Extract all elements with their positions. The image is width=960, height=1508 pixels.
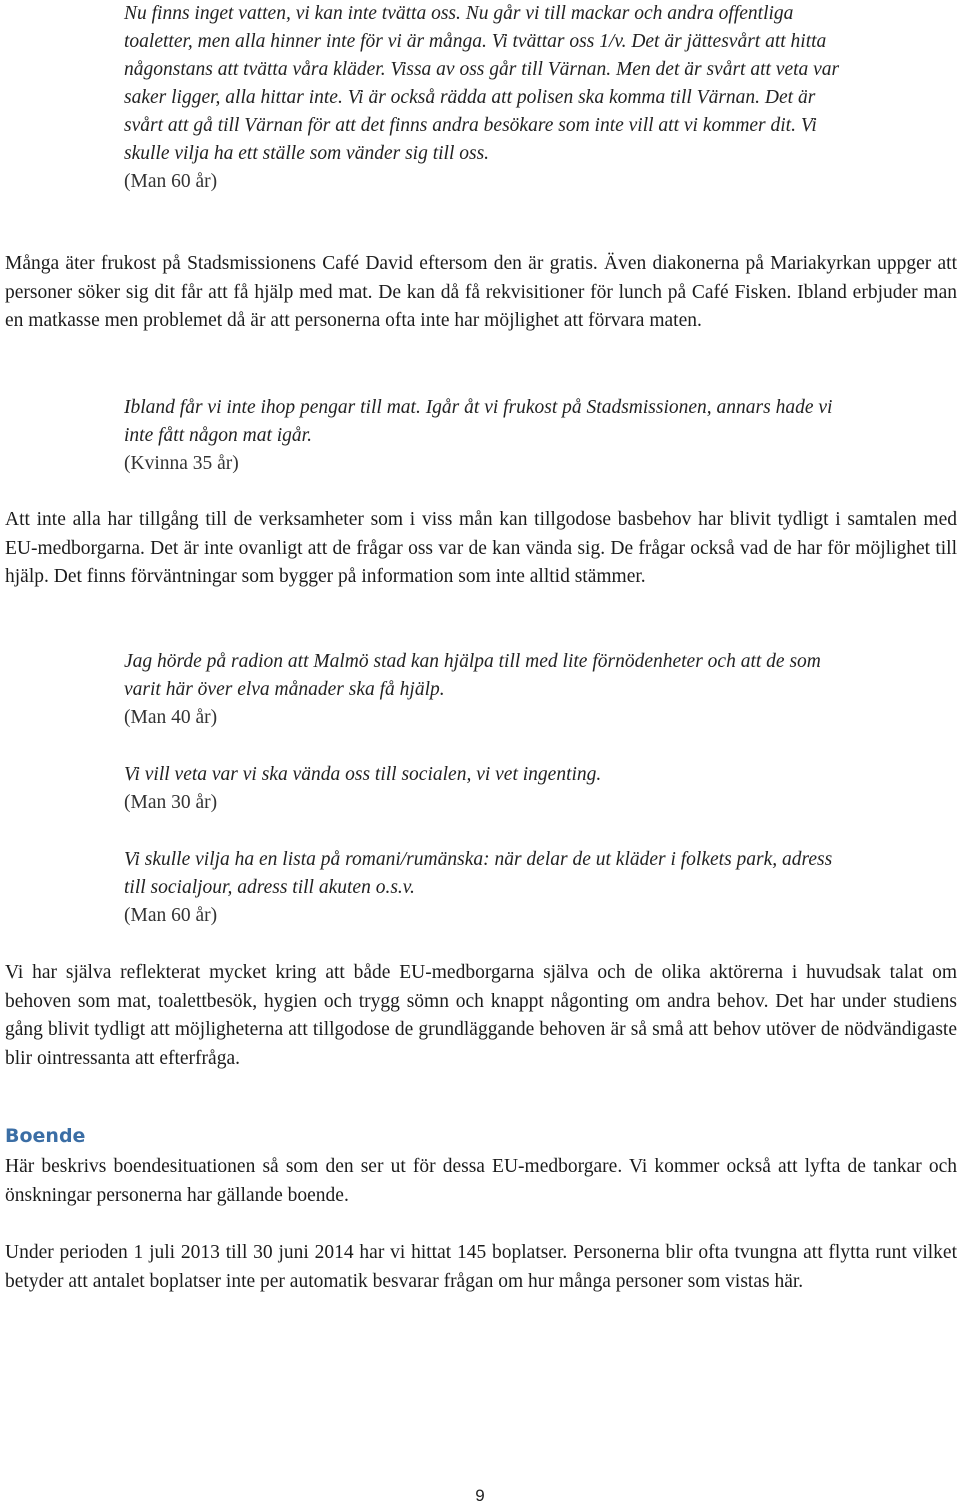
body-paragraph: Här beskrivs boendesituationen så som den ser ut för dessa EU-medborgare. Vi kommer också att lyfta de tankar och önskningar personerna har gällande boende. xyxy=(5,1156,957,1206)
body-paragraph: Att inte alla har tillgång till de verksamheter som i viss mån kan tillgodose basbehov har blivit tydligt i samtalen med EU-medborgarna. Det är inte ovanligt att de frågar oss var de kan vända sig. De frågar också vad de har för möjlighet till hjälp. Det finns förväntningar som bygger på information som inte alltid stämmer. xyxy=(5,509,957,587)
quote-block-1 xyxy=(124,0,844,196)
quote-block-5 xyxy=(124,846,844,930)
body-paragraph: Vi har själva reflekterat mycket kring att både EU-medborgarna själva och de olika aktörerna i huvudsak talat om behoven som mat, toalettbesök, hygien och trygg sömn och knappt någonting om andra behov. Det har under studiens gång blivit tydligt att möjligheterna att tillgodose de grundläggande behoven är så små att behov utöver de nödvändigaste blir ointressanta att efterfråga. xyxy=(5,962,957,1069)
quote-attribution: (Kvinna 35 år) xyxy=(124,453,239,474)
body-paragraph: Under perioden 1 juli 2013 till 30 juni 2014 har vi hittat 145 boplatser. Personerna blir ofta tvungna att flytta runt vilket betyder att antalet boplatser inte per automatik besvarar frågan om hur många personer som vistas här. xyxy=(5,1242,957,1292)
quote-attribution: (Man 60 år) xyxy=(124,905,218,926)
quote-block-3 xyxy=(124,648,844,732)
quote-text: Nu finns inget vatten, vi kan inte tvätta oss. Nu går vi till mackar och andra offentliga toaletter, men alla hinner inte för vi är många. Vi tvättar oss 1/v. Det är jättesvårt att hitta någonstans att tvätta våra kläder. Vissa av oss går till Värnan. Men det är svårt att veta var saker ligger, alla hittar inte. Vi är också rädda att polisen ska komma till Värnan. Det är svårt att gå till Värnan för att det finns andra besökare som inte vill att vi kommer dit. Vi skulle vilja ha ett ställe som vänder sig till oss. xyxy=(124,3,840,164)
section-heading: Boende xyxy=(5,1125,86,1147)
quote-text: Vi vill veta var vi ska vända oss till socialen, vi vet ingenting. xyxy=(124,764,602,785)
quote-attribution: (Man 60 år) xyxy=(124,171,218,192)
page-number: 9 xyxy=(475,1486,485,1505)
quote-text: Vi skulle vilja ha en lista på romani/rumänska: när delar de ut kläder i folkets park, adress till socialjour, adress till akuten o.s.v. xyxy=(124,849,833,898)
quote-attribution: (Man 30 år) xyxy=(124,792,218,813)
quote-attribution: (Man 40 år) xyxy=(124,707,218,728)
quote-text: Ibland får vi inte ihop pengar till mat. Igår åt vi frukost på Stadsmissionen, annars hade vi inte fått någon mat igår. xyxy=(124,397,833,446)
quote-text: Jag hörde på radion att Malmö stad kan hjälpa till med lite förnödenheter och att de som varit här över elva månader ska få hjälp. xyxy=(124,651,821,700)
quote-block-4 xyxy=(124,761,844,817)
body-paragraph: Många äter frukost på Stadsmissionens Café David eftersom den är gratis. Även diakonerna på Mariakyrkan uppger att personer söker sig dit får att få hjälp med mat. De kan då få rekvisitioner för lunch på Café Fisken. Ibland erbjuder man en matkasse men problemet då är att personerna ofta inte har möjlighet att förvara maten. xyxy=(5,253,957,331)
quote-block-2 xyxy=(124,394,844,478)
